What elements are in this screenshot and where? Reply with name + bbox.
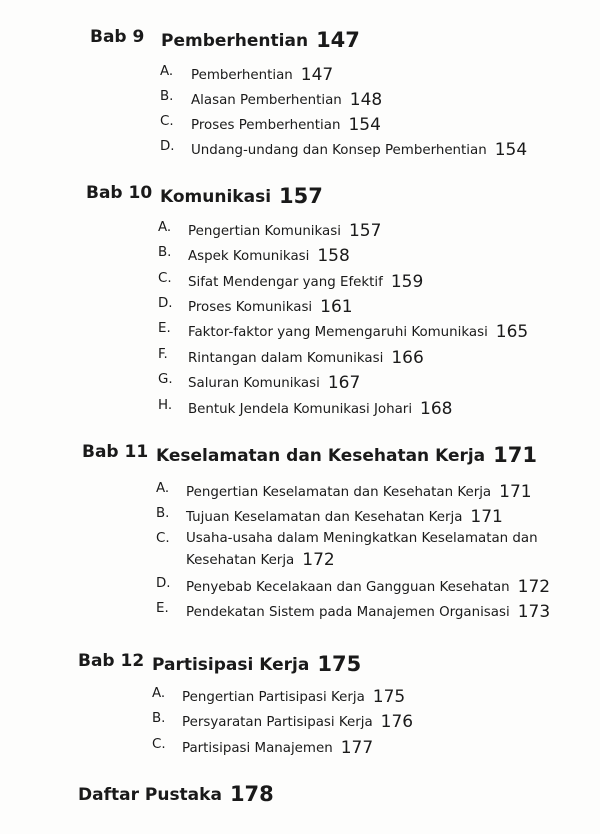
item-letter: G.	[158, 372, 173, 387]
item-letter: C.	[158, 271, 172, 286]
item-text: Tujuan Keselamatan dan Kesehatan Kerja	[186, 510, 463, 525]
item-text: Sifat Mendengar yang Efektif	[188, 275, 383, 290]
item-text: Pengertian Keselamatan dan Kesehatan Kerja	[186, 485, 492, 500]
chapter-label: Bab 12	[78, 651, 145, 671]
item-page-number: 157	[348, 221, 382, 241]
chapter-page-number: 171	[493, 443, 537, 467]
item-page-number: 147	[300, 65, 334, 85]
item-letter: F.	[158, 347, 168, 362]
item-page-number: 165	[495, 322, 529, 342]
item-letter: D.	[158, 296, 173, 311]
item-page-number: 158	[317, 246, 350, 266]
chapter-title: Partisipasi Kerja 175	[152, 652, 362, 676]
item-letter: B.	[152, 711, 166, 726]
item-text: Rintangan dalam Komunikasi	[188, 351, 384, 366]
item-text: Faktor-faktor yang Memengaruhi Komunikasi	[188, 325, 488, 340]
chapter-title: Komunikasi 157	[160, 184, 323, 208]
item-text: Alasan Pemberhentian	[191, 93, 342, 108]
item-text: Saluran Komunikasi	[188, 376, 320, 391]
chapter-label: Bab 10	[86, 183, 153, 203]
item-letter: A.	[152, 686, 166, 701]
item-text: Pengertian Komunikasi	[188, 224, 341, 239]
item-text: Partisipasi Manajemen	[182, 741, 333, 756]
item-text: Aspek Komunikasi	[188, 249, 310, 264]
item-page-number: 171	[470, 507, 503, 527]
item-page-number: 166	[391, 348, 424, 368]
item-text: Kesehatan Kerja	[186, 553, 295, 568]
chapter-page-number: 175	[317, 652, 362, 676]
item-text: Proses Pemberhentian	[191, 118, 341, 133]
chapter-label: Bab 9	[90, 27, 145, 47]
item-letter: B.	[156, 506, 170, 521]
item-letter: A.	[156, 481, 170, 496]
bibliography-heading[interactable]	[78, 781, 274, 805]
list-item-continuation	[186, 549, 335, 569]
chapter-label: Bab 11	[82, 442, 149, 462]
item-page-number: 173	[517, 602, 551, 622]
item-letter: B.	[158, 245, 172, 260]
item-page-number: 148	[349, 90, 383, 110]
chapter-title: Pemberhentian 147	[161, 28, 360, 52]
item-page-number: 176	[380, 712, 414, 732]
item-letter: E.	[158, 321, 171, 336]
item-text: Pendekatan Sistem pada Manajemen Organisasi	[186, 605, 510, 620]
item-text: Persyaratan Partisipasi Kerja	[182, 715, 373, 730]
item-text: Pemberhentian	[191, 68, 293, 83]
item-letter: B.	[160, 89, 174, 104]
bibliography-page-number: 178	[229, 782, 274, 806]
item-page-number: 172	[302, 550, 335, 570]
chapter-page-number: 147	[316, 28, 360, 52]
item-page-number: 154	[494, 140, 528, 160]
item-page-number: 172	[517, 577, 551, 597]
bibliography-title: Daftar Pustaka	[78, 785, 222, 805]
item-text: Pengertian Partisipasi Kerja	[182, 690, 365, 705]
item-letter: C.	[160, 114, 174, 129]
chapter-title: Keselamatan dan Kesehatan Kerja 171	[156, 443, 537, 467]
item-page-number: 154	[348, 115, 381, 135]
item-page-number: 177	[340, 738, 374, 758]
item-page-number: 171	[499, 482, 532, 502]
item-text: Bentuk Jendela Komunikasi Johari	[188, 402, 413, 417]
item-text: Usaha-usaha dalam Meningkatkan Keselamatan dan	[186, 531, 538, 546]
item-page-number: 167	[327, 373, 361, 393]
item-page-number: 159	[390, 272, 424, 292]
item-letter: D.	[156, 576, 171, 591]
item-letter: C.	[152, 737, 166, 752]
item-letter: D.	[160, 139, 175, 154]
item-letter: A.	[158, 220, 172, 235]
item-page-number: 168	[420, 399, 453, 419]
item-letter: A.	[160, 64, 174, 79]
chapter-page-number: 157	[279, 184, 323, 208]
item-letter: H.	[158, 398, 173, 413]
item-text: Proses Komunikasi	[188, 300, 313, 315]
item-letter: C.	[156, 531, 170, 546]
item-text: Undang-undang dan Konsep Pemberhentian	[191, 143, 487, 158]
item-letter: E.	[156, 601, 169, 616]
item-text: Penyebab Kecelakaan dan Gangguan Kesehatan	[186, 580, 510, 595]
item-page-number: 175	[372, 687, 406, 707]
item-page-number: 161	[320, 297, 353, 317]
